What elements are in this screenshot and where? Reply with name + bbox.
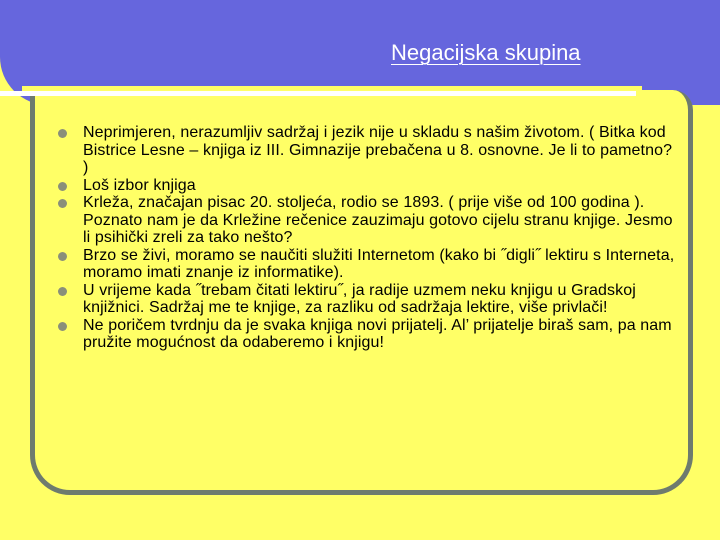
bullet-dot-icon	[58, 129, 67, 138]
header-band-right	[690, 0, 720, 105]
bullet-list	[60, 124, 680, 352]
bullet-text: Krleža, značajan pisac 20. stoljeća, rodio se 1893. ( prije više od 100 godina ). Poznato nam je da Krležine rečenice zauzimaju gotovo cijelu stranu knjige. Jesmo li psihički zreli za tako nešto?	[83, 194, 673, 246]
bullet-dot-icon	[58, 199, 67, 208]
bullet-item	[60, 194, 680, 247]
bullet-item	[60, 317, 680, 352]
bullet-item	[60, 247, 680, 282]
bullet-item	[60, 177, 680, 195]
bullet-text: Ne poričem tvrdnju da je svaka knjiga novi prijatelj. Al’ prijateljе biraš sam, pa nam pružite mogućnost da odaberemo i knjigu!	[83, 316, 672, 351]
bullet-dot-icon	[58, 252, 67, 261]
title-rule	[0, 91, 636, 96]
bullet-dot-icon	[58, 182, 67, 191]
bullet-text: Brzo se živi, moramo se naučiti služiti Internetom (kako bi ˝digli˝ lektiru s Interneta, moramo imati znanje iz informatike).	[83, 246, 675, 281]
bullet-item	[60, 282, 680, 317]
bullet-text: U vrijeme kada ˝trebam čitati lektiru˝, ja radije uzmem neku knjigu u Gradskoj knjižnici. Sadržaj me te knjige, za razliku od sadržaja lektire, više privlači!	[83, 281, 636, 316]
slide-title: Negacijska skupina	[391, 40, 581, 65]
bullet-dot-icon	[58, 287, 67, 296]
bullet-text: Loš izbor knjiga	[83, 176, 196, 194]
bullet-item	[60, 124, 680, 177]
bullet-text: Neprimjeren, nerazumljiv sadržaj i jezik nije u skladu s našim životom. ( Bitka kod Bistrice Lesne – knjiga iz III. Gimnazije prebačena u 8. osnovne. Je li to pametno? )	[83, 124, 673, 176]
bullet-dot-icon	[58, 322, 67, 331]
